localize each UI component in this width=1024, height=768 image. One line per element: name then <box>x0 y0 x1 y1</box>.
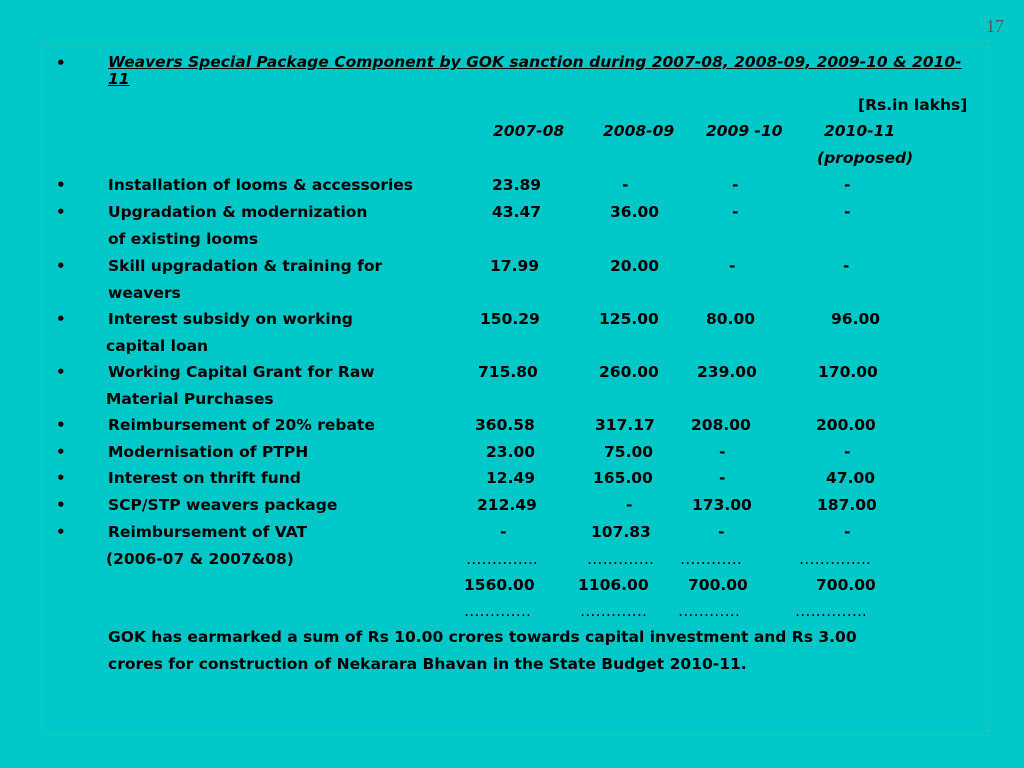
row-value: 200.00 <box>816 416 876 434</box>
row-value: 170.00 <box>818 363 878 381</box>
row-value: 125.00 <box>599 310 659 328</box>
row-value: 208.00 <box>691 416 751 434</box>
budget-note-line-1: GOK has earmarked a sum of Rs 10.00 crores towards capital investment and Rs 3.00 <box>108 628 857 646</box>
row-value: 165.00 <box>593 469 653 487</box>
row-value: 12.49 <box>486 469 536 487</box>
heading-bullet: • <box>56 54 66 72</box>
row-value: 239.00 <box>697 363 757 381</box>
row-value: 150.29 <box>480 310 540 328</box>
row-value: 23.00 <box>486 443 536 461</box>
row-label-continued: of existing looms <box>108 230 259 248</box>
row-value: 96.00 <box>831 310 881 328</box>
row-label: Reimbursement of 20% rebate <box>108 416 375 434</box>
row-label: Interest on thrift fund <box>108 469 301 487</box>
row-value: - <box>844 523 851 541</box>
separator-dots: ………….. <box>799 550 871 568</box>
row-value: - <box>719 443 726 461</box>
separator-dots: ………… <box>678 602 740 620</box>
separator-dots: …………. <box>580 602 647 620</box>
vat-period-label: (2006-07 & 2007&08) <box>106 550 294 568</box>
row-value: - <box>719 469 726 487</box>
row-value: 360.58 <box>475 416 535 434</box>
row-value: 107.83 <box>591 523 651 541</box>
row-value: 75.00 <box>604 443 654 461</box>
row-label: Upgradation & modernization <box>108 203 368 221</box>
row-bullet: • <box>56 363 66 381</box>
row-bullet: • <box>56 416 66 434</box>
unit-label: [Rs.in lakhs] <box>858 96 968 114</box>
column-header-2007-08: 2007-08 <box>493 122 565 140</box>
row-bullet: • <box>56 203 66 221</box>
row-label: SCP/STP weavers package <box>108 496 338 514</box>
row-label-continued: Material Purchases <box>106 390 274 408</box>
separator-dots: ………….. <box>795 602 867 620</box>
row-value: - <box>732 203 739 221</box>
row-value: 715.80 <box>478 363 538 381</box>
row-value: 36.00 <box>610 203 660 221</box>
row-value: - <box>844 176 851 194</box>
separator-dots: ………… <box>680 550 742 568</box>
row-label: Skill upgradation & training for <box>108 257 383 275</box>
row-bullet: • <box>56 443 66 461</box>
row-label: Modernisation of PTPH <box>108 443 309 461</box>
row-value: 317.17 <box>595 416 655 434</box>
row-value: 260.00 <box>599 363 659 381</box>
row-value: - <box>718 523 725 541</box>
row-bullet: • <box>56 257 66 275</box>
row-label: Working Capital Grant for Raw <box>108 363 375 381</box>
row-label: Reimbursement of VAT <box>108 523 308 541</box>
row-value: - <box>844 443 851 461</box>
total-value: 1106.00 <box>578 576 649 594</box>
row-value: - <box>843 257 850 275</box>
separator-dots: …………. <box>464 602 531 620</box>
row-label-continued: weavers <box>108 284 181 302</box>
total-value: 1560.00 <box>464 576 535 594</box>
proposed-label: (proposed) <box>817 149 914 167</box>
row-value: 173.00 <box>692 496 752 514</box>
budget-note-line-2: crores for construction of Nekarara Bhavan in the State Budget 2010-11. <box>108 655 747 673</box>
row-label-continued: capital loan <box>106 337 209 355</box>
row-value: 80.00 <box>706 310 756 328</box>
row-bullet: • <box>56 310 66 328</box>
column-header-2009-10: 2009 -10 <box>706 122 783 140</box>
row-value: - <box>626 496 633 514</box>
row-value: - <box>732 176 739 194</box>
column-header-2008-09: 2008-09 <box>603 122 675 140</box>
row-value: 187.00 <box>817 496 877 514</box>
total-value: 700.00 <box>816 576 876 594</box>
row-value: 23.89 <box>492 176 542 194</box>
row-value: 47.00 <box>826 469 876 487</box>
row-value: 17.99 <box>490 257 540 275</box>
separator-dots: …………. <box>587 550 654 568</box>
row-value: 212.49 <box>477 496 537 514</box>
slide-number: 17 <box>986 16 1004 36</box>
row-bullet: • <box>56 176 66 194</box>
total-value: 700.00 <box>688 576 748 594</box>
row-value: 43.47 <box>492 203 542 221</box>
column-header-2010-11: 2010-11 <box>824 122 896 140</box>
row-value: - <box>622 176 629 194</box>
row-label: Installation of looms & accessories <box>108 176 414 194</box>
row-value: - <box>500 523 507 541</box>
row-value: - <box>729 257 736 275</box>
row-value: - <box>844 203 851 221</box>
row-value: 20.00 <box>610 257 660 275</box>
row-label: Interest subsidy on working <box>108 310 353 328</box>
row-bullet: • <box>56 496 66 514</box>
row-bullet: • <box>56 523 66 541</box>
row-bullet: • <box>56 469 66 487</box>
page-title: Weavers Special Package Component by GOK sanction during 2007-08, 2008-09, 2009-10 & 2010-11 <box>108 53 962 88</box>
separator-dots: ………….. <box>466 550 538 568</box>
